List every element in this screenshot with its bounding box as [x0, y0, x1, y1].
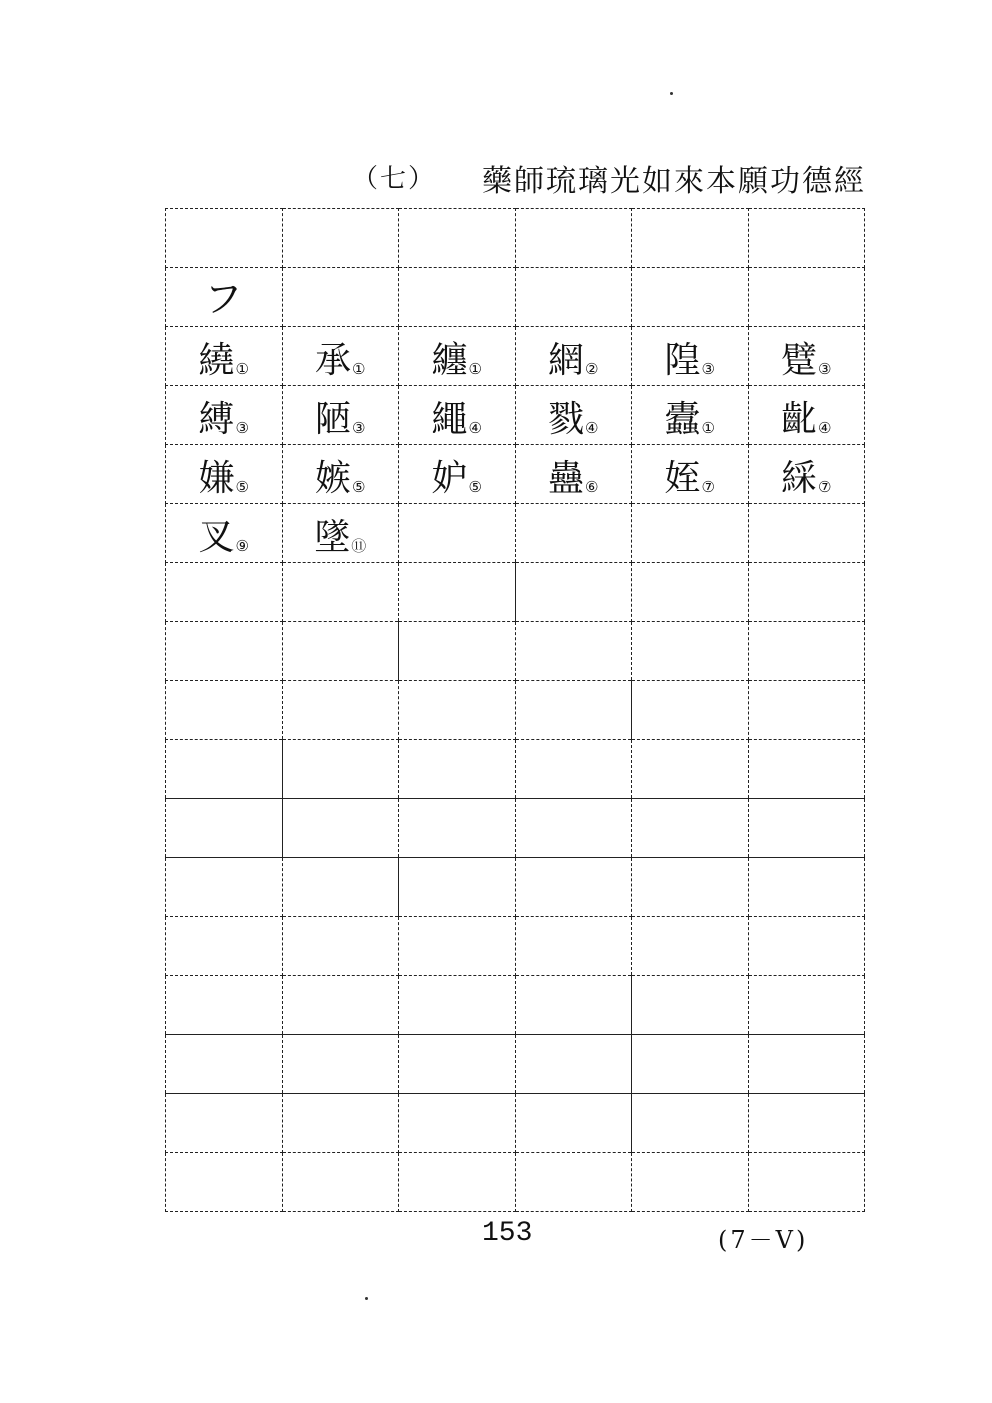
footnote-marker: ③: [818, 360, 832, 378]
table-cell: [282, 209, 399, 268]
character-glyph: 繞: [198, 340, 235, 381]
table-row: [166, 209, 865, 268]
footnote-marker: ⑦: [701, 478, 715, 496]
table-cell: [166, 681, 283, 740]
character-glyph: 綵: [781, 458, 818, 499]
character-glyph: 叉: [198, 517, 235, 558]
character-glyph: 蠹: [664, 399, 701, 440]
character-glyph: フ: [204, 277, 243, 321]
character-table: [165, 208, 865, 1212]
table-cell: [748, 976, 865, 1035]
table-cell: [399, 563, 516, 622]
character-glyph: 承: [315, 340, 352, 381]
table-cell: [399, 209, 516, 268]
table-cell: [282, 799, 399, 858]
footnote-marker: ④: [585, 419, 599, 437]
table-cell: [166, 445, 283, 504]
character-glyph: 嫉: [315, 458, 352, 499]
table-row: [166, 858, 865, 917]
table-cell: [399, 622, 516, 681]
table-cell: [166, 504, 283, 563]
table-row: [166, 1094, 865, 1153]
table-row: [166, 386, 865, 445]
table-cell: [632, 917, 749, 976]
table-cell: [632, 209, 749, 268]
table-cell: [166, 268, 283, 327]
character-grid: [165, 208, 865, 1198]
table-row: [166, 622, 865, 681]
table-cell: [632, 799, 749, 858]
table-cell: [399, 976, 516, 1035]
footnote-marker: ③: [235, 419, 249, 437]
table-cell: [166, 740, 283, 799]
table-cell: [632, 976, 749, 1035]
table-row: [166, 1153, 865, 1212]
footnote-marker: ⑥: [585, 478, 599, 496]
table-cell: [399, 740, 516, 799]
table-cell: [515, 976, 632, 1035]
table-cell: [399, 327, 516, 386]
character-glyph: 妒: [431, 458, 468, 499]
table-cell: [399, 681, 516, 740]
table-cell: [399, 917, 516, 976]
character-glyph: 陋: [315, 399, 352, 440]
table-cell: [748, 740, 865, 799]
character-glyph: 纏: [431, 340, 468, 381]
table-cell: [399, 799, 516, 858]
footnote-marker: ⑤: [352, 478, 366, 496]
character-glyph: 墜: [314, 517, 351, 558]
table-cell: [166, 563, 283, 622]
volume-code: (7－V): [718, 1226, 809, 1254]
table-cell: [632, 1153, 749, 1212]
table-cell: [515, 268, 632, 327]
character-glyph: 戮: [548, 399, 585, 440]
table-cell: [515, 681, 632, 740]
table-cell: [748, 1094, 865, 1153]
section-label: （七）: [352, 164, 437, 194]
table-cell: [748, 327, 865, 386]
footnote-marker: ⑤: [468, 478, 482, 496]
table-cell: [515, 1094, 632, 1153]
table-cell: [515, 799, 632, 858]
table-cell: [166, 799, 283, 858]
table-cell: [399, 504, 516, 563]
table-cell: [282, 858, 399, 917]
table-cell: [399, 858, 516, 917]
table-cell: [166, 386, 283, 445]
table-cell: [166, 1094, 283, 1153]
table-cell: [166, 858, 283, 917]
table-row: [166, 740, 865, 799]
table-cell: [632, 622, 749, 681]
table-cell: [399, 445, 516, 504]
table-cell: [632, 740, 749, 799]
table-cell: [282, 622, 399, 681]
table-cell: [632, 445, 749, 504]
page-header: [340, 150, 870, 200]
table-cell: [282, 1035, 399, 1094]
table-cell: [632, 268, 749, 327]
table-cell: [282, 1094, 399, 1153]
table-row: [166, 917, 865, 976]
table-cell: [399, 386, 516, 445]
character-glyph: 躄: [781, 340, 818, 381]
table-cell: [282, 386, 399, 445]
table-cell: [282, 1153, 399, 1212]
table-cell: [632, 327, 749, 386]
footnote-marker: ①: [468, 360, 482, 378]
table-cell: [515, 504, 632, 563]
footnote-marker: ④: [818, 419, 832, 437]
character-glyph: 縛: [198, 399, 235, 440]
sutra-title: 藥師琉璃光如來本願功德經: [482, 164, 866, 199]
character-glyph: 嫌: [198, 458, 235, 499]
footnote-marker: ③: [701, 360, 715, 378]
table-cell: [515, 917, 632, 976]
table-cell: [166, 622, 283, 681]
table-cell: [166, 1035, 283, 1094]
table-cell: [632, 1035, 749, 1094]
footnote-marker: ①: [352, 360, 366, 378]
table-row: [166, 681, 865, 740]
table-row: [166, 563, 865, 622]
footnote-marker: ③: [352, 419, 366, 437]
footnote-marker: ②: [585, 360, 599, 378]
character-glyph: 網: [548, 340, 585, 381]
table-cell: [282, 976, 399, 1035]
character-glyph: 姪: [664, 458, 701, 499]
table-cell: [515, 327, 632, 386]
table-cell: [748, 799, 865, 858]
table-cell: [166, 209, 283, 268]
table-row: [166, 327, 865, 386]
table-cell: [399, 1035, 516, 1094]
scan-speck: [365, 1297, 368, 1300]
table-cell: [166, 1153, 283, 1212]
table-cell: [748, 622, 865, 681]
table-cell: [632, 563, 749, 622]
table-cell: [166, 327, 283, 386]
table-cell: [282, 681, 399, 740]
table-cell: [282, 504, 399, 563]
table-cell: [515, 445, 632, 504]
table-cell: [166, 976, 283, 1035]
table-cell: [515, 622, 632, 681]
footnote-marker: ⑤: [235, 478, 249, 496]
table-cell: [632, 504, 749, 563]
footnote-marker: ⑨: [235, 537, 249, 555]
table-cell: [632, 681, 749, 740]
page-number: 153: [482, 1218, 533, 1249]
table-cell: [748, 1035, 865, 1094]
character-glyph: 齔: [781, 399, 818, 440]
character-glyph: 隍: [664, 340, 701, 381]
footnote-marker: ⑦: [818, 478, 832, 496]
table-cell: [282, 917, 399, 976]
table-cell: [748, 563, 865, 622]
table-cell: [399, 1153, 516, 1212]
table-cell: [632, 386, 749, 445]
character-glyph: 蠱: [548, 458, 585, 499]
table-cell: [748, 386, 865, 445]
table-cell: [282, 740, 399, 799]
table-cell: [515, 563, 632, 622]
table-cell: [399, 268, 516, 327]
table-row: [166, 445, 865, 504]
table-cell: [282, 563, 399, 622]
table-cell: [748, 917, 865, 976]
table-cell: [748, 504, 865, 563]
table-cell: [282, 445, 399, 504]
table-cell: [515, 1035, 632, 1094]
table-cell: [748, 858, 865, 917]
footnote-marker: ⑪: [351, 537, 367, 555]
character-glyph: 繩: [431, 399, 468, 440]
table-cell: [632, 858, 749, 917]
table-cell: [166, 917, 283, 976]
footnote-marker: ①: [701, 419, 715, 437]
table-cell: [748, 681, 865, 740]
table-cell: [632, 1094, 749, 1153]
table-row: [166, 1035, 865, 1094]
scan-speck: [670, 92, 673, 95]
table-cell: [515, 209, 632, 268]
table-cell: [515, 386, 632, 445]
table-cell: [282, 327, 399, 386]
footnote-marker: ①: [235, 360, 249, 378]
table-row: [166, 799, 865, 858]
table-cell: [748, 268, 865, 327]
table-cell: [748, 209, 865, 268]
table-row: [166, 268, 865, 327]
table-cell: [282, 268, 399, 327]
table-cell: [399, 1094, 516, 1153]
table-cell: [515, 1153, 632, 1212]
table-row: [166, 976, 865, 1035]
footnote-marker: ④: [468, 419, 482, 437]
table-cell: [748, 445, 865, 504]
table-row: [166, 504, 865, 563]
table-cell: [515, 858, 632, 917]
table-cell: [748, 1153, 865, 1212]
table-cell: [515, 740, 632, 799]
